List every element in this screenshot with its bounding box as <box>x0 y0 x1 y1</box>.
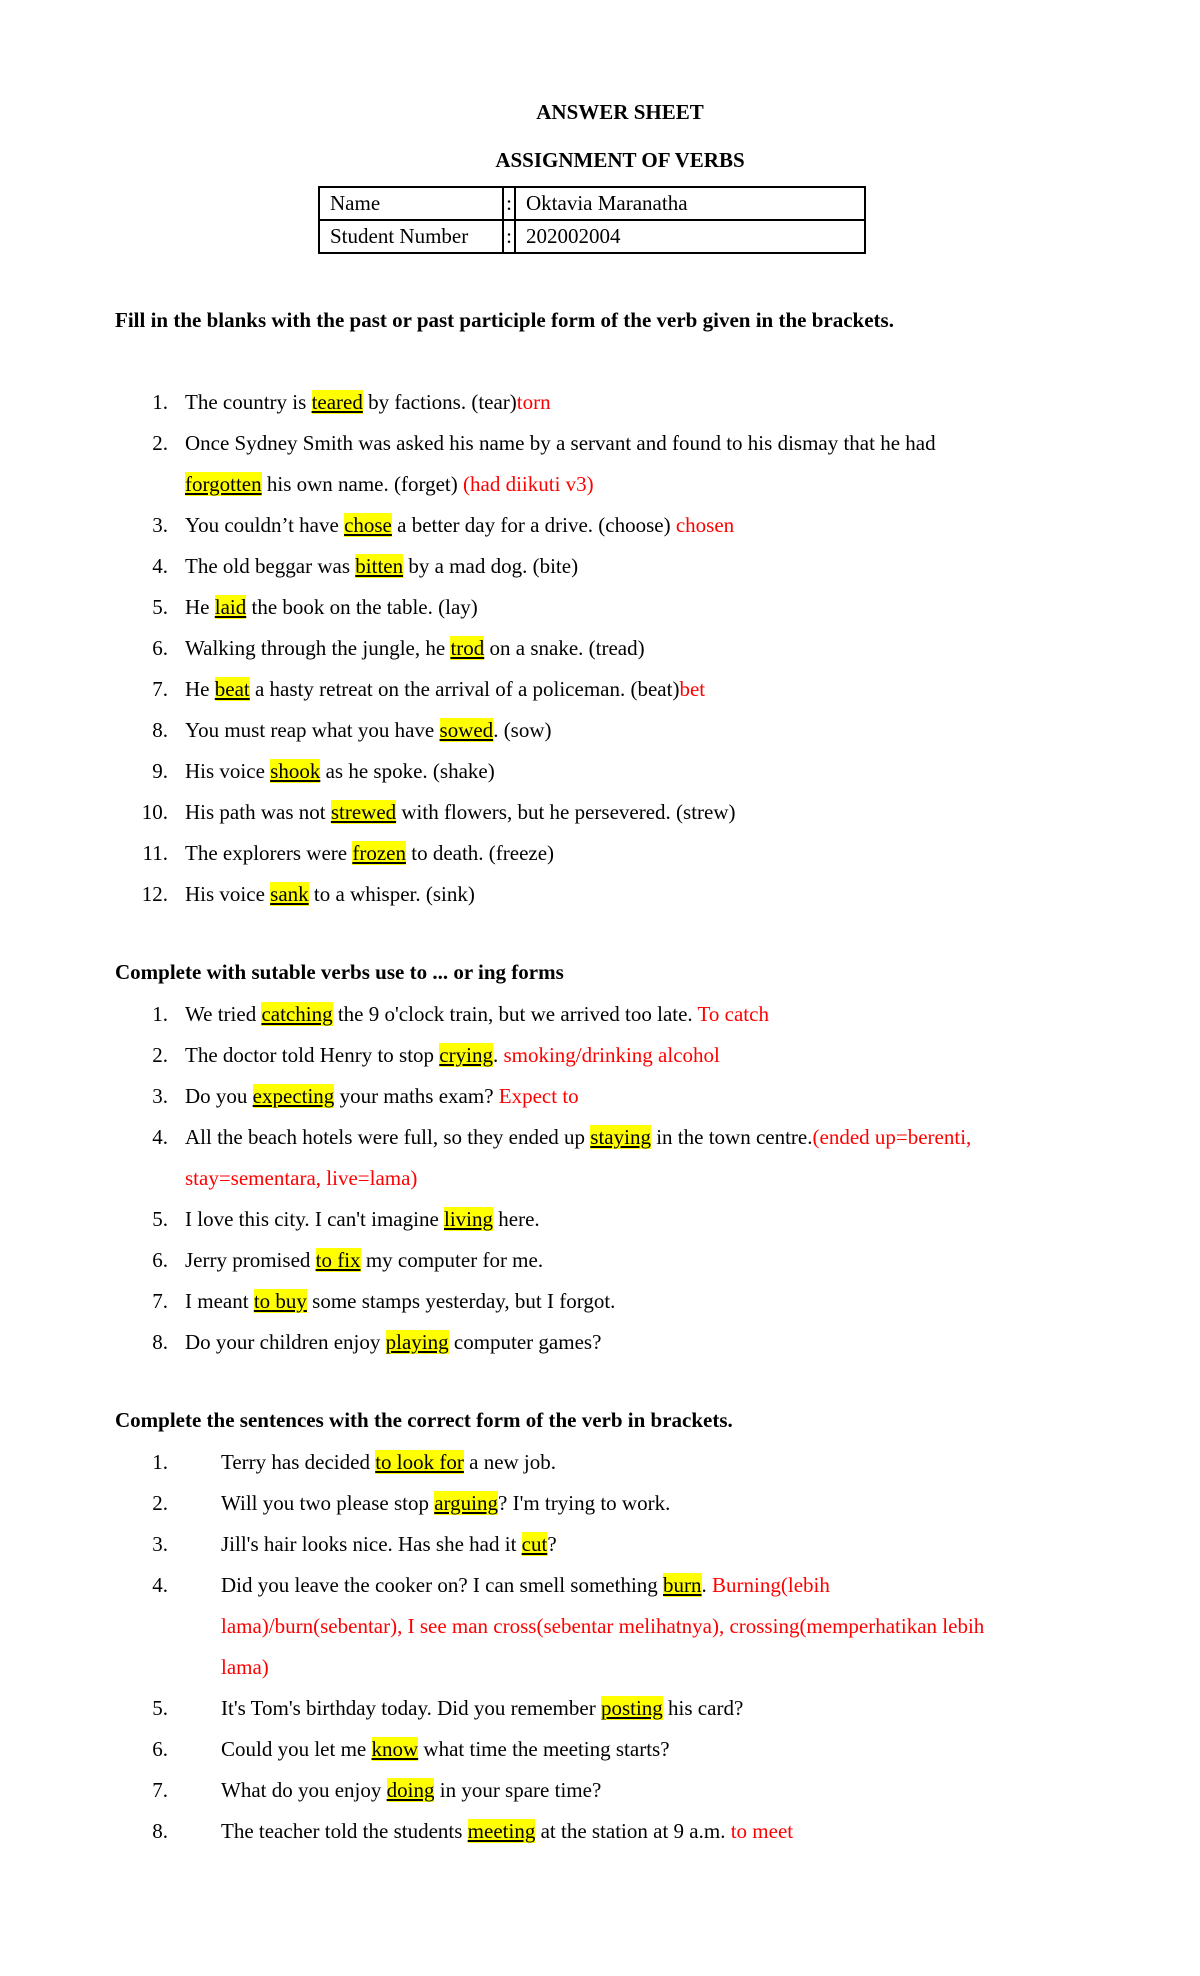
item-sentence <box>221 1489 670 1517</box>
item-sentence <box>185 634 645 662</box>
answer-highlight: trod <box>450 636 485 660</box>
item-number: 4. <box>152 554 168 578</box>
item-sentence <box>185 798 736 826</box>
sentence-text: in the town centre. <box>650 1125 813 1149</box>
name-separator: : <box>503 187 515 220</box>
page-subtitle: ASSIGNMENT OF VERBS <box>495 148 745 172</box>
item-sentence <box>185 1041 720 1069</box>
sentence-text: on a snake. (tread) <box>484 636 645 660</box>
answer-highlight: doing <box>386 1778 435 1802</box>
item-number: 8. <box>152 1330 168 1354</box>
answer-highlight: living <box>444 1207 494 1231</box>
item-number: 2. <box>152 431 168 455</box>
item-number: 10. <box>141 800 168 824</box>
sentence-text: here. <box>493 1207 540 1231</box>
sentence-text: Did you leave the cooker on? I can smell something <box>221 1573 664 1597</box>
correction-note: Burning(lebih <box>712 1573 830 1597</box>
correction-note: chosen <box>675 513 735 537</box>
item-number: 7. <box>152 1778 168 1802</box>
item-sentence <box>221 1694 743 1722</box>
item-sentence <box>185 880 475 908</box>
item-sentence <box>185 470 594 498</box>
section3-heading: Complete the sentences with the correct form of the verb in brackets. <box>115 1408 733 1432</box>
item-number: 9. <box>152 759 168 783</box>
sentence-text: the book on the table. (lay) <box>246 595 478 619</box>
student-number-row <box>319 220 865 253</box>
item-number: 12. <box>141 882 168 906</box>
sentence-text: ? <box>547 1532 557 1556</box>
item-sentence <box>221 1776 601 1804</box>
sentence-text: by a mad dog. (bite) <box>403 554 579 578</box>
item-sentence <box>221 1817 793 1845</box>
sentence-text: The teacher told the students <box>221 1819 468 1843</box>
item-sentence <box>221 1735 670 1763</box>
item-sentence <box>185 1205 540 1233</box>
sentence-text: . (sow) <box>493 718 552 742</box>
item-sentence <box>185 1246 543 1274</box>
answer-highlight: sank <box>270 882 309 906</box>
item-number: 5. <box>152 595 168 619</box>
correction-note: bet <box>679 677 706 701</box>
sentence-text: The old beggar was <box>185 554 356 578</box>
item-sentence <box>185 1082 579 1110</box>
item-sentence <box>185 675 705 703</box>
page-title: ANSWER SHEET <box>536 100 704 124</box>
sentence-text: Do you <box>185 1084 253 1108</box>
sentence-text: computer games? <box>448 1330 602 1354</box>
correction-note: To catch <box>697 1002 769 1026</box>
sentence-text: ? I'm trying to work. <box>498 1491 671 1515</box>
item-number: 4. <box>152 1125 168 1149</box>
item-sentence <box>185 511 734 539</box>
sentence-text: The doctor told Henry to stop <box>185 1043 440 1067</box>
item-number: 1. <box>152 390 168 414</box>
sentence-text: We tried <box>185 1002 262 1026</box>
sentence-text: Jill's hair looks nice. Has she had it <box>221 1532 522 1556</box>
student-number-value: 202002004 <box>515 220 865 253</box>
sentence-text: He <box>185 677 215 701</box>
item-number: 1. <box>152 1002 168 1026</box>
sentence-text: your maths exam? <box>334 1084 499 1108</box>
item-sentence <box>185 1328 601 1356</box>
answer-highlight: laid <box>214 595 247 619</box>
item-number: 7. <box>152 1289 168 1313</box>
item-number: 6. <box>152 636 168 660</box>
correction-note: (ended up=berenti, <box>812 1125 972 1149</box>
answer-highlight: know <box>371 1737 419 1761</box>
sentence-text: in your spare time? <box>434 1778 602 1802</box>
item-sentence <box>185 757 495 785</box>
item-sentence <box>185 429 936 457</box>
correction-note: lama)/burn(sebentar), I see man cross(sebentar melihatnya), crossing(memperhatikan lebih <box>221 1614 985 1638</box>
sentence-text: His path was not <box>185 800 331 824</box>
item-sentence <box>185 593 478 621</box>
sentence-text: some stamps yesterday, but I forgot. <box>306 1289 616 1313</box>
answer-highlight: crying <box>439 1043 493 1067</box>
item-number: 2. <box>152 1043 168 1067</box>
answer-highlight: posting <box>600 1696 663 1720</box>
answer-highlight: to look for <box>375 1450 464 1474</box>
item-sentence <box>221 1571 830 1599</box>
name-value: Oktavia Maranatha <box>515 187 865 220</box>
sentence-text: what time the meeting starts? <box>418 1737 670 1761</box>
answer-highlight: chose <box>344 513 392 537</box>
item-number: 5. <box>152 1696 168 1720</box>
sentence-text: the 9 o'clock train, but we arrived too late. <box>332 1002 698 1026</box>
sentence-text: with flowers, but he persevered. (strew) <box>396 800 736 824</box>
item-sentence <box>221 1530 557 1558</box>
sentence-text: his own name. (forget) <box>261 472 464 496</box>
sentence-text: Could you let me <box>221 1737 372 1761</box>
sentence-text: You must reap what you have <box>185 718 440 742</box>
sentence-text: at the station at 9 a.m. <box>535 1819 731 1843</box>
correction-note: Expect to <box>498 1084 579 1108</box>
section1-heading: Fill in the blanks with the past or past participle form of the verb given in the brackets. <box>115 308 894 332</box>
item-sentence <box>185 1000 769 1028</box>
student-number-separator: : <box>503 220 515 253</box>
item-number: 3. <box>152 513 168 537</box>
answer-highlight: beat <box>214 677 250 701</box>
item-number: 3. <box>152 1084 168 1108</box>
item-number: 8. <box>152 718 168 742</box>
answer-highlight: frozen <box>352 841 406 865</box>
sentence-text: You couldn’t have <box>185 513 345 537</box>
item-number: 6. <box>152 1737 168 1761</box>
sentence-text: All the beach hotels were full, so they ended up <box>185 1125 591 1149</box>
answer-highlight: cut <box>521 1532 548 1556</box>
sentence-text: my computer for me. <box>360 1248 544 1272</box>
item-sentence <box>185 1287 615 1315</box>
item-sentence <box>221 1612 984 1640</box>
answer-highlight: arguing <box>434 1491 498 1515</box>
sentence-text: a new job. <box>463 1450 557 1474</box>
sentence-text: his card? <box>662 1696 744 1720</box>
sentence-text: Once Sydney Smith was asked his name by a servant and found to his dismay that he had <box>185 431 936 455</box>
answer-highlight: strewed <box>330 800 397 824</box>
answer-highlight: to fix <box>315 1248 361 1272</box>
sentence-text: Jerry promised <box>185 1248 316 1272</box>
item-sentence <box>185 1123 971 1151</box>
student-number-label: Student Number <box>319 220 503 253</box>
correction-note: lama) <box>221 1655 269 1679</box>
sentence-text: . <box>701 1573 713 1597</box>
sentence-text: as he spoke. (shake) <box>320 759 495 783</box>
item-number: 1. <box>152 1450 168 1474</box>
answer-highlight: shook <box>270 759 321 783</box>
item-number: 2. <box>152 1491 168 1515</box>
name-label: Name <box>319 187 503 220</box>
sentence-text: by factions. (tear) <box>362 390 517 414</box>
item-number: 3. <box>152 1532 168 1556</box>
answer-highlight: bitten <box>355 554 404 578</box>
sentence-text: . <box>492 1043 504 1067</box>
sentence-text: Walking through the jungle, he <box>185 636 451 660</box>
answer-highlight: to buy <box>253 1289 307 1313</box>
sentence-text: to death. (freeze) <box>405 841 555 865</box>
item-sentence <box>185 716 552 744</box>
name-row <box>319 187 865 220</box>
answer-highlight: forgotten <box>185 472 262 496</box>
sentence-text: a better day for a drive. (choose) <box>391 513 676 537</box>
item-sentence <box>221 1653 269 1681</box>
answer-highlight: meeting <box>467 1819 536 1843</box>
sentence-text: It's Tom's birthday today. Did you remember <box>221 1696 601 1720</box>
correction-note: smoking/drinking alcohol <box>503 1043 720 1067</box>
sentence-text: The explorers were <box>185 841 353 865</box>
sentence-text: Will you two please stop <box>221 1491 435 1515</box>
item-sentence <box>185 552 578 580</box>
sentence-text: What do you enjoy <box>221 1778 387 1802</box>
section2-heading: Complete with sutable verbs use to ... or ing forms <box>115 960 564 984</box>
item-number: 4. <box>152 1573 168 1597</box>
answer-highlight: catching <box>261 1002 333 1026</box>
answer-highlight: burn <box>663 1573 702 1597</box>
sentence-text: I meant <box>185 1289 254 1313</box>
answer-highlight: expecting <box>252 1084 335 1108</box>
answer-highlight: teared <box>311 390 363 414</box>
correction-note: stay=sementara, live=lama) <box>185 1166 418 1190</box>
answer-highlight: playing <box>385 1330 449 1354</box>
sentence-text: He <box>185 595 215 619</box>
sentence-text: a hasty retreat on the arrival of a policeman. (beat) <box>249 677 680 701</box>
answer-highlight: sowed <box>439 718 494 742</box>
student-info-table <box>318 186 866 254</box>
correction-note: torn <box>516 390 551 414</box>
item-number: 8. <box>152 1819 168 1843</box>
sentence-text: Do your children enjoy <box>185 1330 386 1354</box>
item-sentence <box>185 1164 417 1192</box>
sentence-text: His voice <box>185 759 271 783</box>
item-sentence <box>185 388 551 416</box>
sentence-text: His voice <box>185 882 271 906</box>
sentence-text: The country is <box>185 390 312 414</box>
correction-note: to meet <box>730 1819 794 1843</box>
item-number: 11. <box>142 841 168 865</box>
correction-note: (had diikuti v3) <box>463 472 594 496</box>
answer-highlight: staying <box>590 1125 651 1149</box>
item-number: 5. <box>152 1207 168 1231</box>
item-sentence <box>221 1448 556 1476</box>
item-number: 6. <box>152 1248 168 1272</box>
sentence-text: to a whisper. (sink) <box>308 882 475 906</box>
sentence-text: Terry has decided <box>221 1450 376 1474</box>
sentence-text: I love this city. I can't imagine <box>185 1207 445 1231</box>
item-sentence <box>185 839 554 867</box>
item-number: 7. <box>152 677 168 701</box>
